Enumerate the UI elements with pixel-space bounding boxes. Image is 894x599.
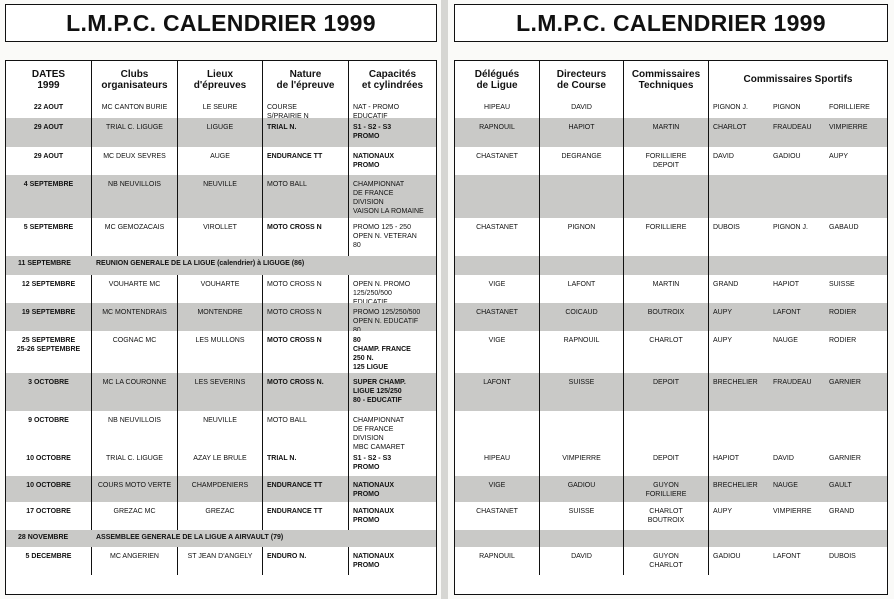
- sports-commissioners-cell: [709, 502, 887, 530]
- venue-cell: LES SEVERINS: [178, 373, 263, 411]
- category-cell: CHAMPIONNAT DE FRANCE DIVISION MBC CAMARET: [353, 417, 405, 449]
- category-cell: PROMO 125/250/500 OPEN N. EDUCATIF 80: [353, 309, 421, 331]
- venue-cell: LIGUGE: [178, 118, 263, 147]
- sports-commissioner-name: GADIOU: [773, 153, 801, 160]
- club-cell: MC LA COURONNE: [92, 373, 178, 411]
- sports-commissioner-name: FRAUDEAU: [773, 379, 812, 386]
- table-header-right: [455, 61, 887, 99]
- technical-commissioner-cell: FORILLIERE DEPOIT: [624, 147, 709, 175]
- delegate-cell: VIGE: [455, 476, 540, 502]
- column-header: Clubs organisateurs: [92, 61, 178, 98]
- sports-commissioner-name: PIGNON: [773, 104, 801, 111]
- column-header: Commissaires Sportifs: [743, 74, 853, 85]
- race-director-cell: DAVID: [540, 547, 624, 575]
- date-cell: 12 SEPTEMBRE: [6, 275, 92, 303]
- table-header-left: [6, 61, 436, 99]
- race-director-cell: RAPNOUIL: [540, 331, 624, 373]
- table-row: [6, 373, 436, 411]
- sports-commissioner-name: FRAUDEAU: [773, 124, 812, 131]
- date-cell: 3 OCTOBRE: [6, 373, 92, 411]
- race-director-cell: COICAUD: [540, 303, 624, 331]
- table-row: [455, 331, 887, 373]
- sports-commissioner-name: HAPIOT: [773, 281, 800, 288]
- empty-cell: [540, 256, 624, 275]
- empty-cell: [624, 256, 709, 275]
- sports-commissioner-name: FORILLIERE: [829, 104, 870, 111]
- delegate-cell: VIGE: [455, 275, 540, 303]
- category-cell: 80 CHAMP. FRANCE 250 N. 125 LIGUE: [353, 337, 411, 371]
- sports-commissioner-name: NAUGE: [773, 337, 798, 344]
- category-cell: PROMO 125 - 250 OPEN N. VETERAN 80: [353, 224, 417, 249]
- category-cell: NATIONAUX PROMO: [353, 153, 395, 169]
- table-row: [455, 530, 887, 547]
- event-type-cell: COURSE S/PRAIRIE N: [263, 98, 349, 118]
- race-director-cell: [540, 411, 624, 449]
- date-cell: 5 SEPTEMBRE: [6, 218, 92, 256]
- race-director-cell: GADIOU: [540, 476, 624, 502]
- date-cell: 29 AOUT: [6, 147, 92, 175]
- calendar-table-right: [454, 60, 888, 595]
- delegate-cell: CHASTANET: [455, 147, 540, 175]
- sports-commissioner-name: GADIOU: [713, 553, 741, 560]
- venue-cell: ST JEAN D'ANGELY: [178, 547, 263, 575]
- event-type-cell: TRIAL N.: [263, 118, 349, 147]
- date-cell: 22 AOUT: [6, 98, 92, 118]
- venue-cell: VOUHARTE: [178, 275, 263, 303]
- delegate-cell: CHASTANET: [455, 218, 540, 256]
- delegate-cell: RAPNOUIL: [455, 118, 540, 147]
- technical-commissioner-cell: GUYON FORILLIERE: [624, 476, 709, 502]
- sports-commissioner-name: GARNIER: [829, 379, 861, 386]
- club-cell: NB NEUVILLOIS: [92, 175, 178, 218]
- sports-commissioner-name: BRECHELIER: [713, 482, 758, 489]
- event-type-cell: ENDURANCE TT: [263, 147, 349, 175]
- sports-commissioner-name: CHARLOT: [713, 124, 747, 131]
- venue-cell: CHAMPDENIERS: [178, 476, 263, 502]
- sports-commissioner-name: GABAUD: [829, 224, 859, 231]
- span-row-text: [6, 530, 436, 547]
- right-page: [448, 0, 894, 599]
- race-director-cell: [540, 175, 624, 218]
- category-cell: S1 - S2 - S3 PROMO: [353, 455, 392, 471]
- category-cell: NATIONAUX PROMO: [353, 482, 395, 498]
- category-cell: CHAMPIONNAT DE FRANCE DIVISION VAISON LA ROMAINE: [353, 181, 424, 215]
- date-cell: 29 AOUT: [6, 118, 92, 147]
- empty-cell: [455, 256, 540, 275]
- delegate-cell: VIGE: [455, 331, 540, 373]
- page-gutter: [441, 0, 448, 599]
- venue-cell: MONTENDRE: [178, 303, 263, 331]
- sports-commissioner-name: DAVID: [713, 153, 734, 160]
- club-cell: MC GEMOZACAIS: [92, 218, 178, 256]
- delegate-cell: [455, 175, 540, 218]
- sports-commissioners-cell: [709, 449, 887, 476]
- page-title-left: L.M.P.C. CALENDRIER 1999: [5, 4, 437, 42]
- event-note: ASSEMBLEE GENERALE DE LA LIGUE A AIRVAULT (79): [96, 534, 284, 541]
- event-type-cell: MOTO CROSS N: [263, 331, 349, 373]
- table-row: [455, 449, 887, 476]
- sports-commissioner-name: AUPY: [713, 508, 733, 515]
- table-row: [6, 331, 436, 373]
- sports-commissioners-cell: [709, 303, 887, 331]
- table-row: [6, 476, 436, 502]
- club-cell: MC CANTON BURIE: [92, 98, 178, 118]
- table-row: [455, 476, 887, 502]
- technical-commissioner-cell: [624, 98, 709, 118]
- technical-commissioner-cell: MARTIN: [624, 275, 709, 303]
- technical-commissioner-cell: BOUTROIX: [624, 303, 709, 331]
- category-cell: S1 - S2 - S3 PROMO: [353, 124, 392, 140]
- table-row: [455, 547, 887, 575]
- category-cell: NATIONAUX PROMO: [353, 508, 395, 524]
- race-director-cell: SUISSE: [540, 502, 624, 530]
- club-cell: GREZAC MC: [92, 502, 178, 530]
- category-cell: OPEN N. PROMO 125/250/500 EDUCATIF: [353, 281, 411, 303]
- race-director-cell: PIGNON: [540, 218, 624, 256]
- sports-commissioners-cell: [709, 547, 887, 575]
- table-row: [6, 530, 436, 547]
- sports-commissioner-name: RODIER: [829, 337, 857, 344]
- event-type-cell: MOTO CROSS N: [263, 303, 349, 331]
- event-type-cell: ENDURANCE TT: [263, 476, 349, 502]
- table-row: [6, 256, 436, 275]
- sports-commissioner-name: GARNIER: [829, 455, 861, 462]
- table-row: [6, 275, 436, 303]
- column-header: Commissaires Techniques: [624, 61, 709, 98]
- date-cell: 28 NOVEMBRE: [18, 534, 69, 541]
- page-title-right: L.M.P.C. CALENDRIER 1999: [454, 4, 888, 42]
- race-director-cell: SUISSE: [540, 373, 624, 411]
- category-cell: SUPER CHAMP. LIGUE 125/250 80 - EDUCATIF: [353, 379, 406, 404]
- technical-commissioner-cell: [624, 175, 709, 218]
- technical-commissioner-cell: CHARLOT BOUTROIX: [624, 502, 709, 530]
- sports-commissioners-cell: [709, 218, 887, 256]
- column-header: Délégués de Ligue: [455, 61, 540, 98]
- club-cell: VOUHARTE MC: [92, 275, 178, 303]
- date-cell: 5 DECEMBRE: [6, 547, 92, 575]
- sports-commissioners-cell: [709, 175, 887, 218]
- sports-commissioner-name: DAVID: [773, 455, 794, 462]
- sports-commissioner-name: SUISSE: [829, 281, 855, 288]
- event-type-cell: ENDURANCE TT: [263, 502, 349, 530]
- venue-cell: LES MULLONS: [178, 331, 263, 373]
- column-header: Nature de l'épreuve: [263, 61, 349, 98]
- technical-commissioner-cell: [624, 411, 709, 449]
- sports-commissioner-name: DUBOIS: [713, 224, 740, 231]
- sports-commissioners-cell: [709, 275, 887, 303]
- table-row: [455, 303, 887, 331]
- column-header: Capacités et cylindrées: [361, 68, 424, 91]
- club-cell: MC MONTENDRAIS: [92, 303, 178, 331]
- technical-commissioner-cell: GUYON CHARLOT: [624, 547, 709, 575]
- delegate-cell: [455, 411, 540, 449]
- table-row: [455, 175, 887, 218]
- table-row: [6, 98, 436, 118]
- date-cell: 11 SEPTEMBRE: [18, 260, 71, 267]
- event-type-cell: ENDURO N.: [263, 547, 349, 575]
- table-row: [455, 147, 887, 175]
- table-row: [455, 118, 887, 147]
- table-row: [455, 411, 887, 449]
- table-row: [455, 275, 887, 303]
- club-cell: NB NEUVILLOIS: [92, 411, 178, 449]
- sports-commissioner-name: PIGNON J.: [773, 224, 809, 231]
- sports-commissioners-cell: [709, 476, 887, 502]
- sports-commissioner-name: NAUGE: [773, 482, 798, 489]
- club-cell: TRIAL C. LIGUGE: [92, 118, 178, 147]
- sports-commissioners-cell: [709, 411, 887, 449]
- table-row: [6, 118, 436, 147]
- sports-commissioner-name: GRAND: [829, 508, 855, 515]
- sports-commissioner-name: AUPY: [713, 309, 733, 316]
- table-row: [6, 449, 436, 476]
- sports-commissioners-cell: [709, 331, 887, 373]
- race-director-cell: HAPIOT: [540, 118, 624, 147]
- sports-commissioner-name: LAFONT: [773, 309, 801, 316]
- empty-cell: [455, 530, 540, 547]
- date-cell: 17 OCTOBRE: [6, 502, 92, 530]
- club-cell: TRIAL C. LIGUGE: [92, 449, 178, 476]
- event-type-cell: MOTO BALL: [263, 175, 349, 218]
- table-row: [455, 218, 887, 256]
- delegate-cell: HIPEAU: [455, 98, 540, 118]
- column-header: Lieux d'épreuves: [178, 61, 263, 98]
- technical-commissioner-cell: FORILLIERE: [624, 218, 709, 256]
- sports-commissioners-cell: [709, 147, 887, 175]
- venue-cell: VIROLLET: [178, 218, 263, 256]
- race-director-cell: LAFONT: [540, 275, 624, 303]
- sports-commissioner-name: VIMPIERRE: [829, 124, 868, 131]
- sports-commissioner-name: HAPIOT: [713, 455, 740, 462]
- venue-cell: LE SEURE: [178, 98, 263, 118]
- race-director-cell: DAVID: [540, 98, 624, 118]
- sports-commissioner-name: AUPY: [829, 153, 849, 160]
- date-cell: 4 SEPTEMBRE: [6, 175, 92, 218]
- race-director-cell: DEGRANGE: [540, 147, 624, 175]
- column-header: Directeurs de Course: [540, 61, 624, 98]
- empty-cell: [624, 530, 709, 547]
- sports-commissioner-name: GRAND: [713, 281, 739, 288]
- date-cell: 10 OCTOBRE: [6, 476, 92, 502]
- table-row: [6, 411, 436, 449]
- club-cell: COGNAC MC: [92, 331, 178, 373]
- sports-commissioner-name: RODIER: [829, 309, 857, 316]
- technical-commissioner-cell: DEPOIT: [624, 449, 709, 476]
- technical-commissioner-cell: DEPOIT: [624, 373, 709, 411]
- sports-commissioner-name: BRECHELIER: [713, 379, 758, 386]
- event-type-cell: MOTO CROSS N: [263, 218, 349, 256]
- venue-cell: NEUVILLE: [178, 411, 263, 449]
- date-cell: 19 SEPTEMBRE: [6, 303, 92, 331]
- table-row: [6, 218, 436, 256]
- venue-cell: AZAY LE BRULE: [178, 449, 263, 476]
- sports-commissioner-name: GAULT: [829, 482, 852, 489]
- table-row: [455, 502, 887, 530]
- span-row-text: [6, 256, 436, 275]
- club-cell: COURS MOTO VERTE: [92, 476, 178, 502]
- table-row: [6, 502, 436, 530]
- race-director-cell: VIMPIERRE: [540, 449, 624, 476]
- left-page: [0, 0, 441, 599]
- sports-commissioner-name: VIMPIERRE: [773, 508, 812, 515]
- category-cell: NAT - PROMO EDUCATIF: [353, 104, 400, 118]
- delegate-cell: LAFONT: [455, 373, 540, 411]
- club-cell: MC ANGERIEN: [92, 547, 178, 575]
- table-row: [6, 303, 436, 331]
- calendar-table-left: [5, 60, 437, 595]
- venue-cell: NEUVILLE: [178, 175, 263, 218]
- sports-commissioner-name: DUBOIS: [829, 553, 856, 560]
- venue-cell: GREZAC: [178, 502, 263, 530]
- sports-commissioners-cell: [709, 98, 887, 118]
- venue-cell: AUGE: [178, 147, 263, 175]
- date-cell: 10 OCTOBRE: [6, 449, 92, 476]
- event-type-cell: MOTO BALL: [263, 411, 349, 449]
- sports-commissioner-name: PIGNON J.: [713, 104, 749, 111]
- delegate-cell: CHASTANET: [455, 502, 540, 530]
- table-row: [455, 98, 887, 118]
- date-cell: 25 SEPTEMBRE 25-26 SEPTEMBRE: [6, 331, 92, 373]
- delegate-cell: RAPNOUIL: [455, 547, 540, 575]
- club-cell: MC DEUX SEVRES: [92, 147, 178, 175]
- sports-commissioners-cell: [709, 118, 887, 147]
- table-row: [6, 547, 436, 575]
- sports-commissioner-name: LAFONT: [773, 553, 801, 560]
- column-header: DATES 1999: [6, 61, 92, 98]
- delegate-cell: CHASTANET: [455, 303, 540, 331]
- technical-commissioner-cell: CHARLOT: [624, 331, 709, 373]
- technical-commissioner-cell: MARTIN: [624, 118, 709, 147]
- table-row: [455, 373, 887, 411]
- table-row: [455, 256, 887, 275]
- delegate-cell: HIPEAU: [455, 449, 540, 476]
- event-type-cell: MOTO CROSS N.: [263, 373, 349, 411]
- sports-commissioner-name: AUPY: [713, 337, 733, 344]
- sports-commissioners-cell: [709, 373, 887, 411]
- event-type-cell: MOTO CROSS N: [263, 275, 349, 303]
- table-row: [6, 175, 436, 218]
- table-row: [6, 147, 436, 175]
- event-note: REUNION GENERALE DE LA LIGUE (calendrier) à LIGUGE (86): [96, 260, 305, 267]
- category-cell: NATIONAUX PROMO: [353, 553, 395, 569]
- empty-cell: [540, 530, 624, 547]
- event-type-cell: TRIAL N.: [263, 449, 349, 476]
- date-cell: 9 OCTOBRE: [6, 411, 92, 449]
